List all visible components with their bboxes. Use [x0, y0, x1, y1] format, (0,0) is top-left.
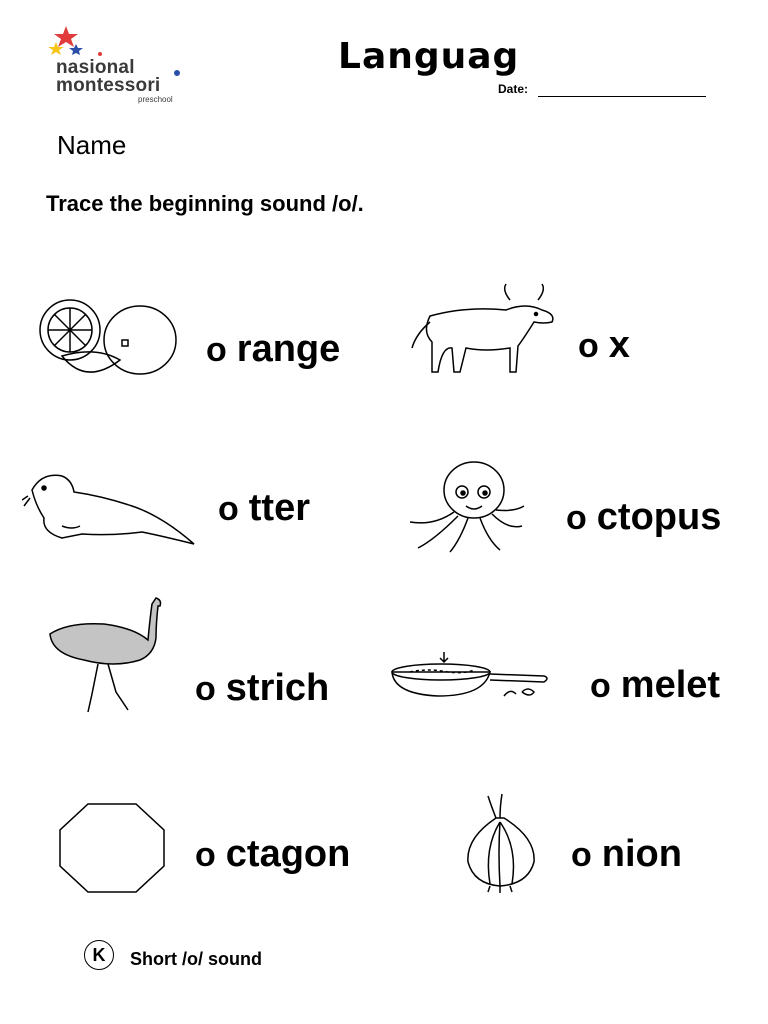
date-field[interactable]	[538, 96, 706, 97]
word-omelet	[590, 666, 720, 704]
word-otter	[218, 489, 310, 527]
word-rest: tter	[248, 487, 311, 529]
ostrich-icon	[44, 594, 164, 716]
octagon-icon	[56, 802, 168, 894]
instruction-text: Trace the beginning sound /o/.	[46, 191, 364, 216]
logo-line1: nasional	[56, 57, 135, 78]
word-rest: strich	[225, 667, 330, 709]
footer-text: Short /o/ sound	[130, 949, 262, 969]
trace-letter: o	[218, 490, 239, 528]
omelet-icon	[388, 648, 552, 704]
word-rest: x	[608, 324, 630, 366]
word-orange	[206, 330, 340, 368]
word-rest: range	[236, 328, 341, 370]
word-rest: nion	[601, 833, 682, 875]
word-rest: ctopus	[596, 496, 722, 538]
trace-letter: o	[571, 836, 592, 874]
date-label: Date:	[498, 82, 529, 96]
otter-icon	[22, 466, 197, 548]
name-label: Name	[57, 130, 127, 160]
level-badge: K	[84, 940, 114, 970]
logo-line3: preschool	[138, 95, 173, 104]
trace-letter: o	[195, 836, 216, 874]
octopus-icon	[404, 456, 526, 554]
logo-line2: montessori	[56, 75, 161, 96]
word-onion	[571, 835, 682, 873]
trace-letter: o	[206, 331, 227, 369]
trace-letter: o	[590, 667, 611, 705]
logo-dot-icon	[173, 69, 181, 77]
school-logo	[42, 24, 192, 114]
trace-letter: o	[578, 327, 599, 365]
trace-letter: o	[566, 499, 587, 537]
onion-icon	[460, 792, 542, 894]
word-rest: ctagon	[225, 833, 351, 875]
word-ostrich	[195, 669, 329, 707]
word-ox	[578, 326, 630, 364]
word-rest: melet	[620, 664, 721, 706]
orange-icon	[36, 296, 181, 384]
ox-icon	[406, 282, 558, 378]
trace-letter: o	[195, 670, 216, 708]
word-octagon	[195, 835, 350, 873]
page-title: Languag	[338, 36, 520, 77]
word-octopus	[566, 498, 721, 536]
